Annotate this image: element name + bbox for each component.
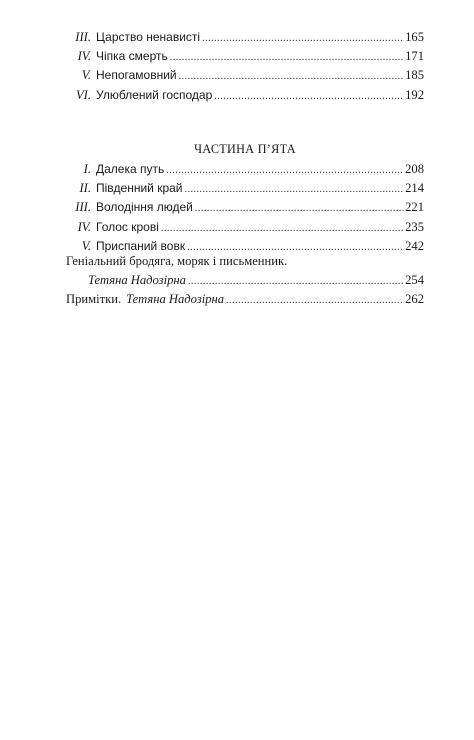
afterword-title[interactable]: Геніальний бродяга, моряк і письменник.	[66, 254, 288, 268]
toc-entry[interactable]	[66, 198, 424, 217]
dot-leader	[195, 199, 404, 218]
afterword-author: Тетяна Надозірна	[88, 273, 186, 288]
page-number: 242	[405, 238, 424, 253]
toc-entry[interactable]	[66, 66, 424, 85]
page-number: 221	[405, 200, 424, 215]
notes-label: Примітки.	[66, 292, 122, 307]
toc-entry[interactable]	[66, 218, 424, 237]
toc-part-four-tail	[66, 28, 424, 105]
chapter-numeral: II.	[79, 181, 91, 196]
chapter-numeral: V.	[81, 238, 91, 253]
chapter-title: Далека путь	[96, 162, 165, 176]
dot-leader	[188, 272, 404, 291]
chapter-title: Чіпка смерть	[96, 49, 168, 64]
dot-leader	[185, 180, 405, 199]
dot-leader	[214, 87, 404, 106]
dot-leader	[161, 219, 404, 238]
chapter-title: Царство ненависті	[96, 30, 201, 44]
chapter-title: Улюблений господар	[96, 87, 213, 102]
toc-entry[interactable]	[66, 179, 424, 198]
chapter-title: Голос крові	[96, 219, 159, 234]
toc-back-matter	[66, 252, 424, 310]
chapter-numeral: III.	[75, 200, 91, 215]
toc-entry[interactable]	[66, 47, 424, 66]
page-number: 262	[405, 292, 424, 307]
page-number: 185	[405, 68, 424, 83]
toc-entry[interactable]	[66, 160, 424, 179]
chapter-title: Приспаний вовк	[96, 238, 186, 253]
chapter-numeral: V.	[81, 68, 91, 83]
chapter-title: Непогамовний	[96, 68, 177, 83]
page-number: 254	[405, 273, 424, 288]
page-number: 235	[405, 219, 424, 234]
page-number: 192	[405, 87, 424, 102]
notes-entry[interactable]	[66, 290, 424, 309]
toc-entry[interactable]	[66, 86, 424, 105]
dot-leader	[202, 29, 404, 48]
part-heading: ЧАСТИНА П’ЯТА	[194, 142, 296, 156]
page-number: 214	[405, 181, 424, 196]
dot-leader	[170, 48, 404, 67]
dot-leader	[179, 67, 404, 86]
afterword-entry[interactable]	[66, 271, 424, 290]
chapter-numeral: III.	[75, 30, 91, 44]
dot-leader	[226, 291, 404, 310]
notes-author: Тетяна Надозірна	[126, 292, 225, 307]
chapter-numeral: IV.	[77, 49, 91, 64]
toc-part-five	[66, 138, 424, 256]
page-number: 165	[405, 30, 424, 44]
chapter-title: Південний край	[96, 181, 183, 196]
chapter-title: Володіння людей	[96, 200, 193, 215]
chapter-numeral: VI.	[75, 87, 91, 102]
page-number: 171	[405, 49, 424, 64]
toc-entry[interactable]	[66, 28, 424, 47]
page-number: 208	[405, 162, 424, 176]
dot-leader	[166, 161, 404, 180]
chapter-numeral: IV.	[77, 219, 91, 234]
chapter-numeral: I.	[83, 162, 91, 176]
